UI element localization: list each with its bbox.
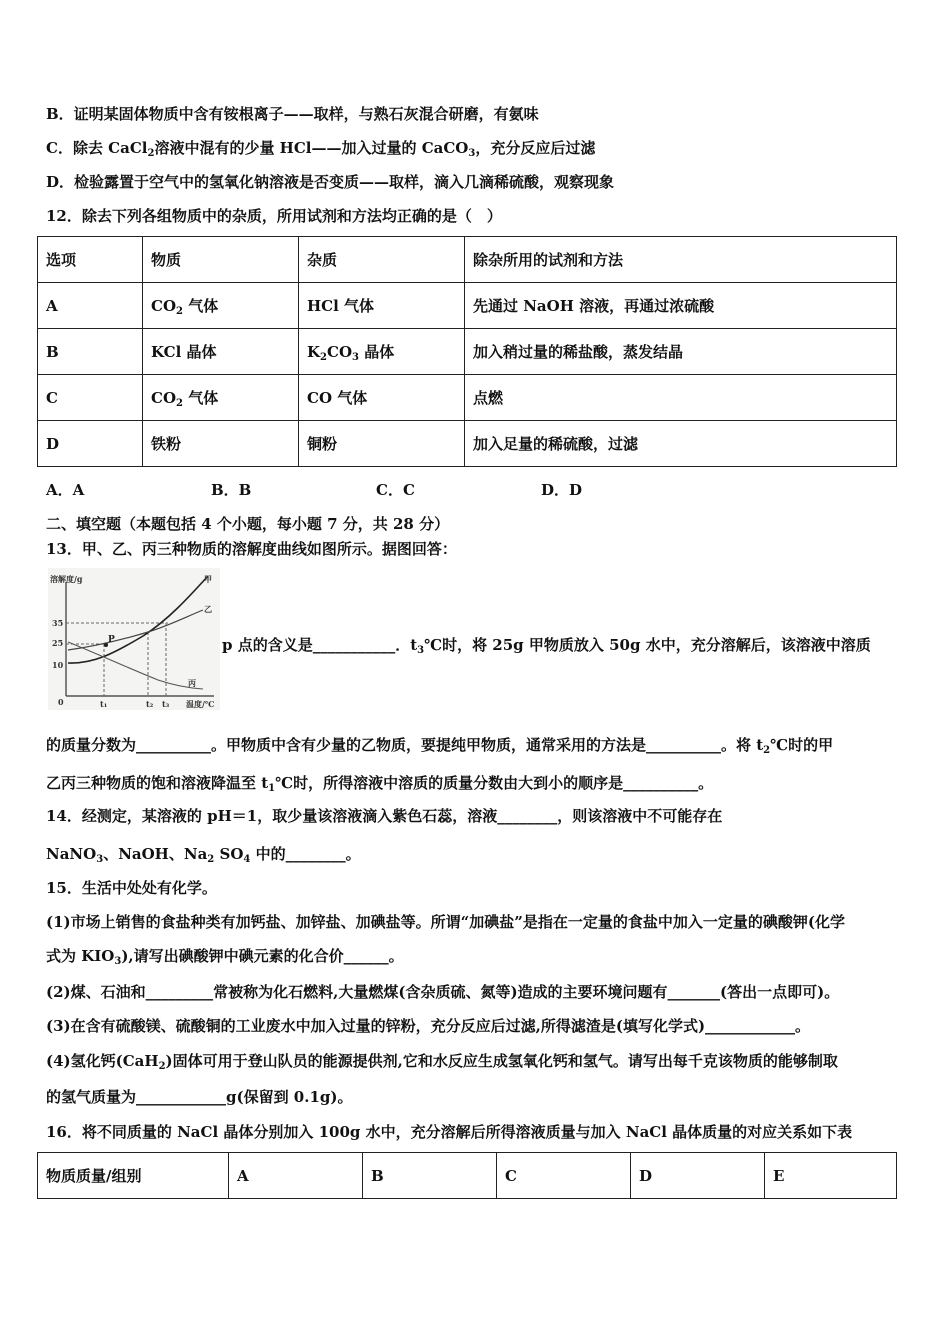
x-tick-label: t₃ bbox=[162, 699, 170, 709]
question-12: 12．除去下列各组物质中的杂质，所用试剂和方法均正确的是（ ） bbox=[46, 207, 502, 225]
question-13-line2: 的质量分数为__________。甲物质中含有少量的乙物质，要提纯甲物质，通常采用的方法是__________。将 $t_2℃$时的甲 bbox=[46, 736, 834, 756]
question-13-line3: 乙丙三种物质的饱和溶液降温至 $t_1℃$时，所得溶液中溶质的质量分数由大到小的顺序是__________。 bbox=[46, 774, 714, 794]
x-axis-label: 温度/℃ bbox=[186, 699, 215, 709]
table-header-cell: A bbox=[229, 1153, 363, 1199]
x-tick-label: t₁ bbox=[100, 699, 108, 709]
question-15-part4a: (4)氢化钙(CaH$_2$)固体可用于登山队员的能源提供剂,它和水反应生成氢氧化钙和氢气。请写出每千克该物质的能够制取 bbox=[46, 1052, 838, 1072]
table-header-cell: 物质 bbox=[143, 237, 299, 283]
option-d-line: D．检验露置于空气中的氢氧化钠溶液是否变质——取样，滴入几滴稀硫酸，观察现象 bbox=[46, 173, 615, 191]
table-cell: KCl 晶体 bbox=[143, 329, 299, 375]
solubility-curve-figure bbox=[48, 568, 220, 710]
choice-b: B．B bbox=[211, 481, 252, 499]
question-15-part1b: 式为 $KIO_3$),请写出碘酸钾中碘元素的化合价______。 bbox=[46, 947, 404, 967]
curve-label: 乙 bbox=[204, 604, 212, 614]
answer-choices bbox=[46, 479, 706, 500]
table-header-cell: 除杂所用的试剂和方法 bbox=[465, 237, 897, 283]
table-cell: 铁粉 bbox=[143, 421, 299, 467]
y-tick-label: 35 bbox=[52, 618, 64, 628]
table-cell: HCl 气体 bbox=[299, 283, 465, 329]
table-cell: 铜粉 bbox=[299, 421, 465, 467]
table-cell: C bbox=[38, 375, 143, 421]
y-axis-label: 溶解度/g bbox=[50, 574, 83, 584]
question-16-table bbox=[37, 1152, 897, 1199]
question-14-line1: 14．经测定，某溶液的 pH＝1，取少量该溶液滴入紫色石蕊，溶液________，则该溶液中不可能存在 bbox=[46, 807, 723, 825]
question-15-part3: (3)在含有硫酸镁、硫酸铜的工业废水中加入过量的锌粉，充分反应后过滤,所得滤渣是(填写化学式)____________。 bbox=[46, 1017, 811, 1035]
x-tick-label: t₂ bbox=[146, 699, 154, 709]
table-header-cell: C bbox=[497, 1153, 631, 1199]
table-header-cell: E bbox=[765, 1153, 897, 1199]
table-header-cell: 选项 bbox=[38, 237, 143, 283]
choice-a: A．A bbox=[46, 481, 85, 499]
table-cell: $K_2CO_3$ 晶体 bbox=[299, 329, 465, 375]
table-cell: CO 气体 bbox=[299, 375, 465, 421]
table-row bbox=[38, 283, 897, 329]
table-header-cell: D bbox=[631, 1153, 765, 1199]
curve-label: 丙 bbox=[188, 678, 196, 688]
question-15-part2: (2)煤、石油和_________常被称为化石燃料,大量燃煤(含杂质硫、氮等)造成的主要环境问题有_______(答出一点即可)。 bbox=[46, 983, 840, 1001]
table-header-cell: 杂质 bbox=[299, 237, 465, 283]
table-row bbox=[38, 421, 897, 467]
table-header-cell: B bbox=[363, 1153, 497, 1199]
choice-d: D．D bbox=[541, 481, 583, 499]
origin-label: 0 bbox=[58, 697, 64, 707]
table-cell: A bbox=[38, 283, 143, 329]
table-header-row bbox=[38, 237, 897, 283]
question-15-title: 15．生活中处处有化学。 bbox=[46, 879, 217, 897]
point-label: P bbox=[108, 635, 115, 645]
table-cell: B bbox=[38, 329, 143, 375]
question-14-line2: NaNO$_3$、NaOH、$Na_2$ $SO_4$ 中的________。 bbox=[46, 845, 361, 865]
y-tick-label: 25 bbox=[52, 638, 64, 648]
table-row bbox=[38, 375, 897, 421]
curve-label: 甲 bbox=[204, 574, 212, 584]
y-tick-label: 10 bbox=[52, 660, 64, 670]
question-13-title: 13．甲、乙、丙三种物质的溶解度曲线如图所示。据图回答： bbox=[46, 540, 457, 558]
question-12-table bbox=[37, 236, 897, 467]
option-c-line: C．除去 CaCl$_2$溶液中混有的少量 HCl——加入过量的 CaCO$_3$，充分反应后过滤 bbox=[46, 139, 596, 159]
table-header-row bbox=[38, 1153, 897, 1199]
choice-c: C．C bbox=[376, 481, 415, 499]
section-heading: 二、填空题（本题包括 4 个小题，每小题 7 分，共 28 分） bbox=[46, 515, 450, 533]
table-cell: $CO_2$ 气体 bbox=[143, 375, 299, 421]
table-row bbox=[38, 329, 897, 375]
table-cell: 加入足量的稀硫酸，过滤 bbox=[465, 421, 897, 467]
question-15-part4b: 的氢气质量为____________g(保留到 0.1g)。 bbox=[46, 1088, 353, 1106]
table-cell: 先通过 NaOH 溶液，再通过浓硫酸 bbox=[465, 283, 897, 329]
table-cell: $CO_2$ 气体 bbox=[143, 283, 299, 329]
table-cell: D bbox=[38, 421, 143, 467]
question-13-inline: p 点的含义是___________．$t_3℃$时，将 25g 甲物质放入 50g 水中，充分溶解后，该溶液中溶质 bbox=[222, 636, 871, 656]
option-b-line: B．证明某固体物质中含有铵根离子——取样，与熟石灰混合研磨，有氨味 bbox=[46, 105, 539, 123]
table-header-cell: 物质质量/组别 bbox=[38, 1153, 229, 1199]
table-cell: 加入稍过量的稀盐酸，蒸发结晶 bbox=[465, 329, 897, 375]
table-cell: 点燃 bbox=[465, 375, 897, 421]
question-15-part1a: (1)市场上销售的食盐种类有加钙盐、加锌盐、加碘盐等。所谓“加碘盐”是指在一定量的食盐中加入一定量的碘酸钾(化学 bbox=[46, 913, 845, 931]
question-16-title: 16．将不同质量的 NaCl 晶体分别加入 100g 水中，充分溶解后所得溶液质量与加入 NaCl 晶体质量的对应关系如下表 bbox=[46, 1123, 853, 1141]
